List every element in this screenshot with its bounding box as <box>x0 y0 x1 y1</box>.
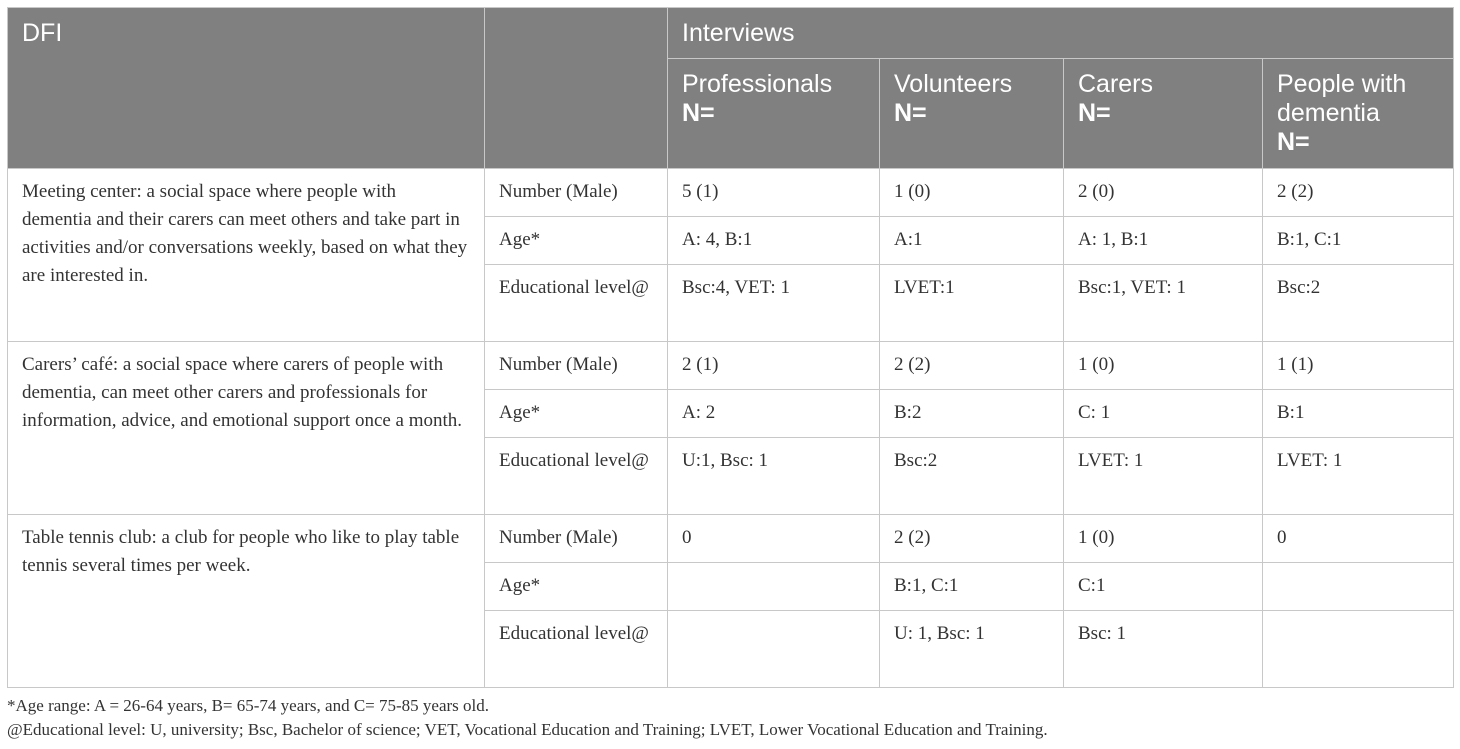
cell-value: 1 (0) <box>880 169 1064 217</box>
cell-value: 2 (0) <box>1064 169 1263 217</box>
metric-label: Age* <box>485 390 668 438</box>
cell-value: LVET:1 <box>880 265 1064 342</box>
group-n: N= <box>1277 128 1310 156</box>
cell-value <box>1263 563 1454 611</box>
cell-value: 1 (1) <box>1263 342 1454 390</box>
dfi-description-table-tennis-club: Table tennis club: a club for people who like to play table tennis several times per week. <box>8 515 485 688</box>
table-header <box>8 8 1454 169</box>
cell-value: B:2 <box>880 390 1064 438</box>
cell-value: Bsc:2 <box>880 438 1064 515</box>
cell-value: 0 <box>668 515 880 563</box>
table-row <box>8 515 1454 563</box>
cell-value: A:1 <box>880 217 1064 265</box>
cell-value: LVET: 1 <box>1263 438 1454 515</box>
group-label: People with dementia <box>1277 70 1407 127</box>
footnote-education: @Educational level: U, university; Bsc, Bachelor of science; VET, Vocational Education and Training; LVET, Lower Vocational Education and Training. <box>7 720 1048 739</box>
cell-value: 2 (1) <box>668 342 880 390</box>
header-group-carers <box>1064 59 1263 169</box>
metric-label: Number (Male) <box>485 515 668 563</box>
metric-label: Number (Male) <box>485 169 668 217</box>
cell-value: 1 (0) <box>1064 515 1263 563</box>
cell-value: B:1 <box>1263 390 1454 438</box>
dfi-description-carers-cafe: Carers’ café: a social space where carers of people with dementia, can meet other carers and professionals for information, advice, and emotional support once a month. <box>8 342 485 515</box>
group-label: Volunteers <box>894 70 1013 98</box>
cell-value: A: 4, B:1 <box>668 217 880 265</box>
cell-value: U: 1, Bsc: 1 <box>880 611 1064 688</box>
cell-value: C: 1 <box>1064 390 1263 438</box>
dfi-participants-table <box>7 7 1454 688</box>
cell-value: A: 2 <box>668 390 880 438</box>
dfi-description-meeting-center: Meeting center: a social space where people with dementia and their carers can meet others and take part in activities and/or conversations weekly, based on what they are interested in. <box>8 169 485 342</box>
cell-value: 1 (0) <box>1064 342 1263 390</box>
dfi-participants-table-container <box>7 7 1453 688</box>
header-group-volunteers <box>880 59 1064 169</box>
header-dfi: DFI <box>8 8 485 169</box>
cell-value <box>1263 611 1454 688</box>
header-group-people-with-dementia <box>1263 59 1454 169</box>
metric-label: Educational level@ <box>485 611 668 688</box>
table-row <box>8 342 1454 390</box>
cell-value <box>668 563 880 611</box>
metric-label: Age* <box>485 217 668 265</box>
cell-value: 2 (2) <box>1263 169 1454 217</box>
cell-value: Bsc:4, VET: 1 <box>668 265 880 342</box>
metric-label: Age* <box>485 563 668 611</box>
metric-label: Educational level@ <box>485 265 668 342</box>
cell-value: 5 (1) <box>668 169 880 217</box>
cell-value: LVET: 1 <box>1064 438 1263 515</box>
group-label: Carers <box>1078 70 1154 98</box>
cell-value: Bsc:1, VET: 1 <box>1064 265 1263 342</box>
cell-value: Bsc:2 <box>1263 265 1454 342</box>
cell-value <box>668 611 880 688</box>
table-footnotes <box>7 694 1447 742</box>
footnote-age: *Age range: A = 26-64 years, B= 65-74 years, and C= 75-85 years old. <box>7 696 489 715</box>
cell-value: B:1, C:1 <box>880 563 1064 611</box>
cell-value: Bsc: 1 <box>1064 611 1263 688</box>
header-row-top <box>8 8 1454 59</box>
header-metric-blank <box>485 8 668 169</box>
group-n: N= <box>682 99 715 127</box>
cell-value: A: 1, B:1 <box>1064 217 1263 265</box>
cell-value: U:1, Bsc: 1 <box>668 438 880 515</box>
table-body <box>8 169 1454 688</box>
group-label: Professionals <box>682 70 833 98</box>
metric-label: Number (Male) <box>485 342 668 390</box>
cell-value: 2 (2) <box>880 342 1064 390</box>
metric-label: Educational level@ <box>485 438 668 515</box>
group-n: N= <box>894 99 927 127</box>
header-interviews: Interviews <box>668 8 1454 59</box>
header-group-professionals <box>668 59 880 169</box>
group-n: N= <box>1078 99 1111 127</box>
cell-value: B:1, C:1 <box>1263 217 1454 265</box>
cell-value: C:1 <box>1064 563 1263 611</box>
cell-value: 2 (2) <box>880 515 1064 563</box>
table-row <box>8 169 1454 217</box>
cell-value: 0 <box>1263 515 1454 563</box>
